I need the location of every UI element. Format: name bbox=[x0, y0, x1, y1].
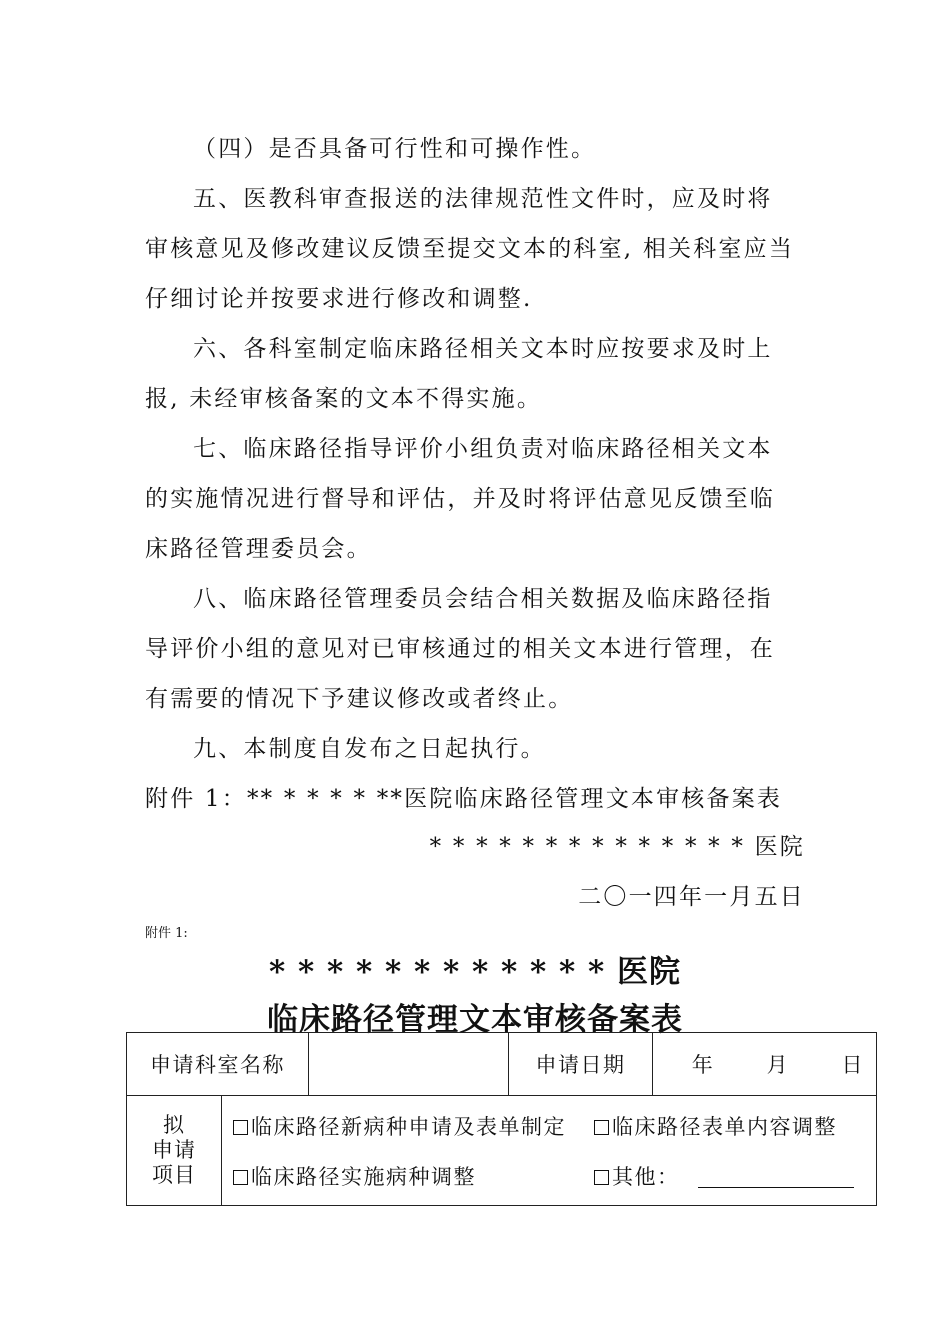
date-field[interactable] bbox=[653, 1033, 877, 1096]
option-label: 临床路径表单内容调整 bbox=[612, 1114, 837, 1139]
item-label-line: 申请 bbox=[152, 1138, 196, 1162]
paragraph-line: 仔细讨论并按要求进行修改和调整. bbox=[145, 286, 533, 312]
review-record-form bbox=[126, 1032, 877, 1206]
option-new-pathway[interactable] bbox=[233, 1111, 566, 1141]
option-disease-adjust[interactable] bbox=[233, 1161, 476, 1191]
paragraph-line: 八、临床路径管理委员会结合相关数据及临床路径指 bbox=[193, 586, 773, 612]
issue-date: 二〇一四年一月五日 bbox=[578, 884, 805, 910]
checkbox[interactable] bbox=[594, 1170, 609, 1185]
attachment-reference: 附件 1：** * * * * **医院临床路径管理文本审核备案表 bbox=[145, 786, 783, 812]
item-label-line: 拟 bbox=[163, 1113, 185, 1137]
paragraph-line: 报, 未经审核备案的文本不得实施。 bbox=[145, 386, 543, 412]
option-label: 其他： bbox=[612, 1164, 680, 1189]
item-label-line: 项目 bbox=[152, 1163, 196, 1187]
paragraph-line: 六、各科室制定临床路径相关文本时应按要求及时上 bbox=[193, 336, 773, 362]
form-title: 临床路径管理文本审核备案表 bbox=[267, 1002, 683, 1038]
dept-field[interactable] bbox=[309, 1033, 509, 1096]
checkbox[interactable] bbox=[233, 1120, 248, 1135]
attachment-label: 附件 1: bbox=[145, 926, 188, 941]
option-other[interactable] bbox=[594, 1161, 854, 1191]
paragraph-line: 的实施情况进行督导和评估，并及时将评估意见反馈至临 bbox=[145, 486, 775, 512]
date-month: 月 bbox=[766, 1053, 790, 1077]
option-label: 临床路径实施病种调整 bbox=[251, 1164, 476, 1189]
item-options bbox=[222, 1096, 877, 1206]
date-label: 申请日期 bbox=[509, 1033, 653, 1096]
paragraph-line: 审核意见及修改建议反馈至提交文本的科室, 相关科室应当 bbox=[145, 236, 795, 262]
paragraph-line: 床路径管理委员会。 bbox=[145, 536, 372, 562]
paragraph-line: （四）是否具备可行性和可操作性。 bbox=[193, 136, 597, 162]
paragraph-line: 七、临床路径指导评价小组负责对临床路径相关文本 bbox=[193, 436, 773, 462]
option-label: 临床路径新病种申请及表单制定 bbox=[251, 1114, 566, 1139]
paragraph-line: 五、医教科审查报送的法律规范性文件时，应及时将 bbox=[193, 186, 773, 212]
checkbox[interactable] bbox=[233, 1170, 248, 1185]
form-title-hospital: * * * * * * * * * * * * 医院 bbox=[268, 954, 682, 990]
option-form-adjust[interactable] bbox=[594, 1111, 837, 1141]
date-year: 年 bbox=[691, 1053, 715, 1077]
paragraph-line: 有需要的情况下予建议修改或者终止。 bbox=[145, 686, 574, 712]
other-blank-field[interactable] bbox=[698, 1167, 854, 1188]
checkbox[interactable] bbox=[594, 1120, 609, 1135]
item-label bbox=[127, 1096, 222, 1206]
paragraph-line: 九、本制度自发布之日起执行。 bbox=[193, 736, 546, 762]
dept-label: 申请科室名称 bbox=[127, 1033, 309, 1096]
date-day: 日 bbox=[841, 1053, 864, 1077]
hospital-signature: * * * * * * * * * * * * * * 医院 bbox=[429, 834, 805, 860]
paragraph-line: 导评价小组的意见对已审核通过的相关文本进行管理，在 bbox=[145, 636, 775, 662]
